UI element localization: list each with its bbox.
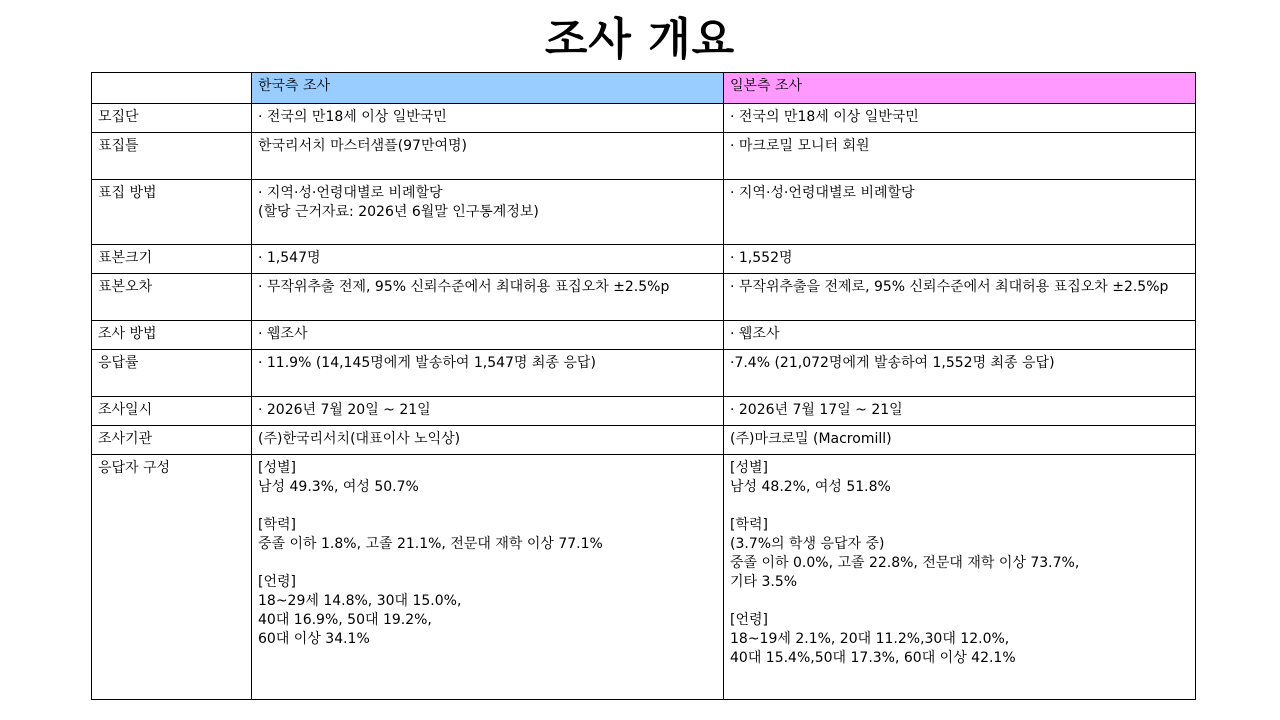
japan-cell: ·7.4% (21,072명에게 발송하여 1,552명 최종 응답) bbox=[724, 350, 1196, 397]
korea-cell: · 전국의 만18세 이상 일반국민 bbox=[252, 104, 724, 133]
korea-cell: · 2026년 7월 20일 ~ 21일 bbox=[252, 397, 724, 426]
row-label: 조사 방법 bbox=[92, 321, 252, 350]
table-row bbox=[92, 426, 1196, 455]
korea-cell: · 1,547명 bbox=[252, 245, 724, 274]
table-row bbox=[92, 455, 1196, 700]
header-korea: 한국측 조사 bbox=[252, 73, 724, 104]
japan-cell: · 전국의 만18세 이상 일반국민 bbox=[724, 104, 1196, 133]
table-row bbox=[92, 397, 1196, 426]
row-label: 표집틀 bbox=[92, 133, 252, 180]
japan-cell: · 1,552명 bbox=[724, 245, 1196, 274]
korea-cell: (주)한국리서치(대표이사 노익상) bbox=[252, 426, 724, 455]
japan-cell: · 지역·성·언령대별로 비례할당 bbox=[724, 180, 1196, 245]
japan-cell: [성별] 남성 48.2%, 여성 51.8% [학력] (3.7%의 학생 응답자 중) 중졸 이하 0.0%, 고졸 22.8%, 전문대 재학 이상 73.7%, 기타 3.5% [언령] 18~19세 2.1%, 20대 11.2%,30대 12.0%, 40대 15.4%,50대 17.3%, 60대 이상 42.1% bbox=[724, 455, 1196, 700]
table-row bbox=[92, 133, 1196, 180]
table-row bbox=[92, 274, 1196, 321]
table-row bbox=[92, 104, 1196, 133]
korea-cell: · 11.9% (14,145명에게 발송하여 1,547명 최종 응답) bbox=[252, 350, 724, 397]
japan-cell: · 마크로밀 모니터 회원 bbox=[724, 133, 1196, 180]
korea-cell: · 지역·성·언령대별로 비례할당 (할당 근거자료: 2026년 6월말 인구통계정보) bbox=[252, 180, 724, 245]
table-row bbox=[92, 245, 1196, 274]
row-label: 조사기관 bbox=[92, 426, 252, 455]
row-label: 조사일시 bbox=[92, 397, 252, 426]
header-japan: 일본측 조사 bbox=[724, 73, 1196, 104]
korea-cell: · 무작위추출 전제, 95% 신뢰수준에서 최대허용 표집오차 ±2.5%p bbox=[252, 274, 724, 321]
row-label: 표본크기 bbox=[92, 245, 252, 274]
page-title: 조사 개요 bbox=[544, 14, 736, 65]
japan-cell: (주)마크로밀 (Macromill) bbox=[724, 426, 1196, 455]
korea-cell: · 웹조사 bbox=[252, 321, 724, 350]
row-label: 응답자 구성 bbox=[92, 455, 252, 700]
survey-overview-table bbox=[91, 72, 1196, 700]
row-label: 표집 방법 bbox=[92, 180, 252, 245]
japan-cell: · 2026년 7월 17일 ~ 21일 bbox=[724, 397, 1196, 426]
japan-cell: · 웹조사 bbox=[724, 321, 1196, 350]
japan-cell: · 무작위추출을 전제로, 95% 신뢰수준에서 최대허용 표집오차 ±2.5%p bbox=[724, 274, 1196, 321]
table-row bbox=[92, 350, 1196, 397]
row-label: 응답률 bbox=[92, 350, 252, 397]
table-row bbox=[92, 321, 1196, 350]
korea-cell: 한국리서치 마스터샘플(97만여명) bbox=[252, 133, 724, 180]
row-label: 모집단 bbox=[92, 104, 252, 133]
header-corner-cell bbox=[92, 73, 252, 104]
korea-cell: [성별] 남성 49.3%, 여성 50.7% [학력] 중졸 이하 1.8%, 고졸 21.1%, 전문대 재학 이상 77.1% [언령] 18~29세 14.8%, 30대 15.0%, 40대 16.9%, 50대 19.2%, 60대 이상 34.1% bbox=[252, 455, 724, 700]
row-label: 표본오차 bbox=[92, 274, 252, 321]
table-row bbox=[92, 180, 1196, 245]
header-row bbox=[92, 73, 1196, 104]
